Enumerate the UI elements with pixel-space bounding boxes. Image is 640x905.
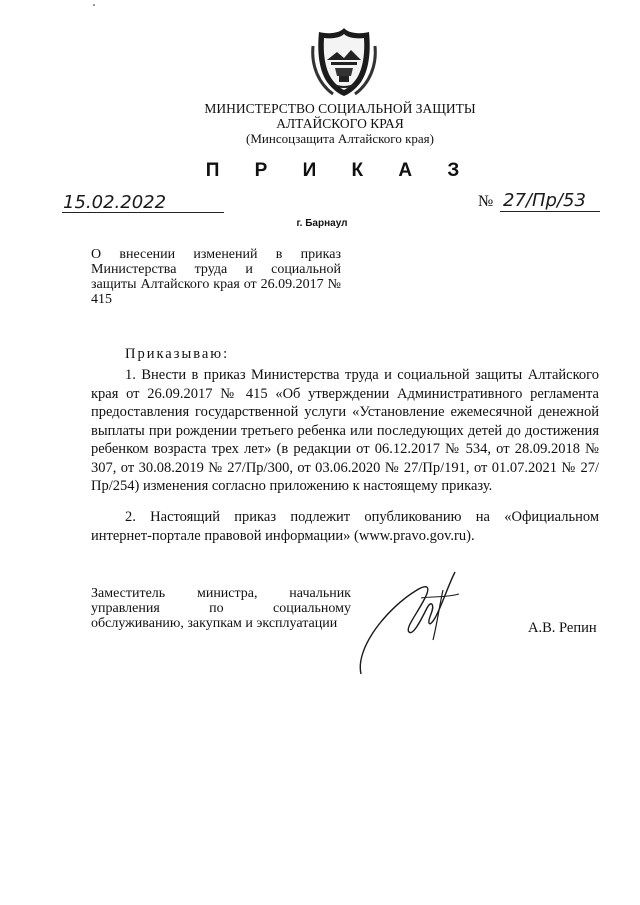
document-type: П Р И К А З — [205, 160, 475, 181]
city: г. Барнаул — [296, 218, 348, 229]
order-word: Приказываю: — [125, 346, 230, 362]
ministry-name-line1: МИНИСТЕРСТВО СОЦИАЛЬНОЙ ЗАЩИТЫ — [204, 101, 476, 116]
signature-icon — [347, 568, 477, 678]
signer-position: Заместитель министра, начальник управления по социальному обслуживанию, закупкам и эксплуатации — [91, 586, 351, 631]
signer-name: А.В. Репин — [528, 620, 597, 636]
date-underline — [62, 212, 224, 213]
number-underline — [500, 211, 600, 212]
ministry-short-name: (Минсоцзащита Алтайского края) — [246, 131, 434, 146]
coat-of-arms-icon — [309, 26, 379, 98]
paragraph-2: 2. Настоящий приказ подлежит опубликованию на «Официальном интернет-портале правовой информации» (www.pravo.gov.ru). — [91, 509, 599, 544]
ministry-name-line2: АЛТАЙСКОГО КРАЯ — [276, 116, 404, 131]
order-subject: О внесении изменений в приказ Министерства труда и социальной защиты Алтайского края от 26.09.2017 № 415 — [91, 247, 341, 307]
order-date: 15.02.2022 — [63, 192, 167, 213]
paragraph-1: 1. Внести в приказ Министерства труда и социальной защиты Алтайского края от 26.09.2017 № 415 «Об утверждении Административного регламента предоставления государственной услуги «Установление ежемесячной денежной выплаты при рождении третьего ребенка или последующих детей до достижения ребенком возраста трех лет» (в редакции от 06.12.2017 № 534, от 28.09.2018 № 307, от 30.08.2019 № 27/Пр/300, от 03.06.2020 № 27/Пр/191, от 01.07.2021 № 27/Пр/254) изменения согласно приложению к настоящему приказу. — [91, 367, 599, 494]
number-label: № — [478, 193, 494, 210]
scan-dot — [93, 4, 95, 6]
order-number: 27/Пр/53 — [503, 190, 586, 211]
